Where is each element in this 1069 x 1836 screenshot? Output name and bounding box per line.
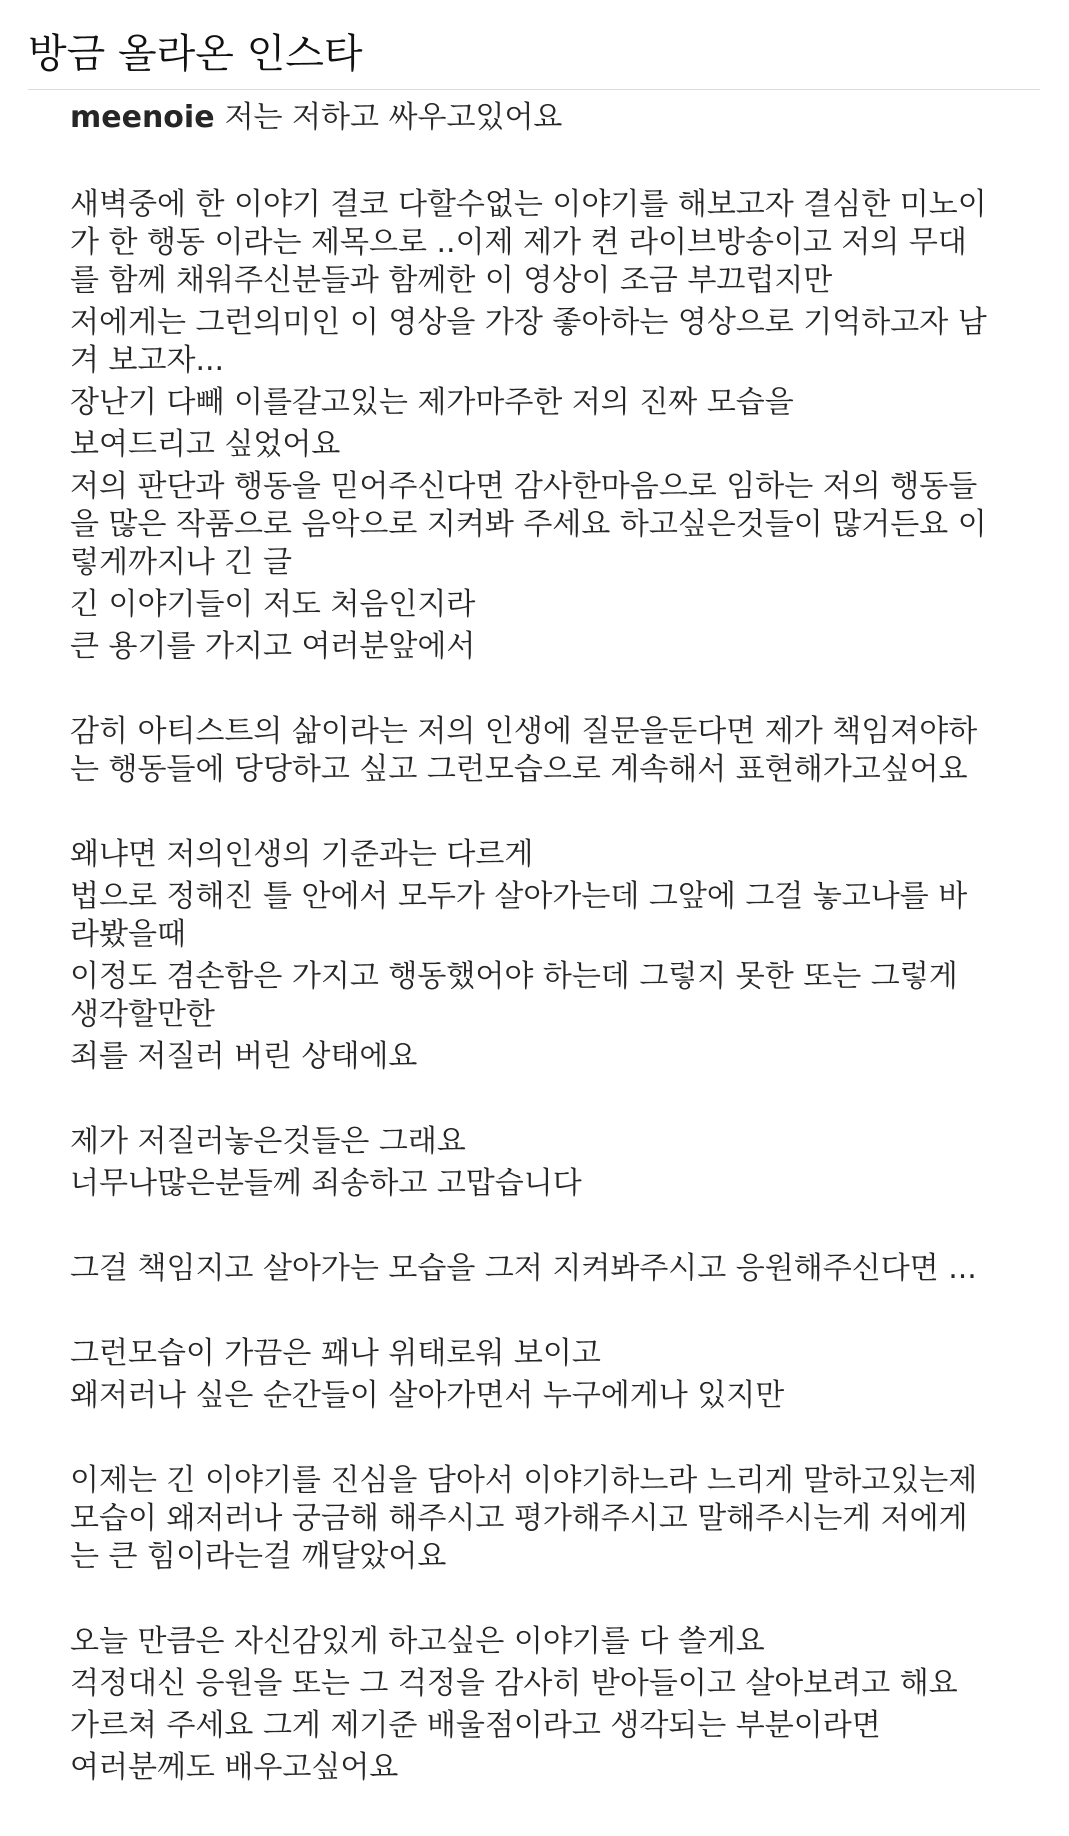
caption-line: 보여드리고 싶었어요: [70, 427, 341, 462]
caption-paragraph: [70, 1749, 1010, 1787]
caption-paragraph: [70, 426, 1010, 464]
title-divider: [28, 89, 1040, 90]
caption-line: 라봤을때: [70, 917, 186, 952]
caption-paragraph: [70, 586, 1010, 624]
caption-line: 이제는 긴 이야기를 진심을 담아서 이야기하느라 느리게 말하고있는제: [70, 1463, 978, 1498]
blank-line: [70, 139, 1010, 182]
caption-paragraph: [70, 384, 1010, 422]
caption-paragraph: [70, 878, 1010, 954]
caption-paragraph: [70, 1165, 1010, 1203]
caption-line: 제가 저질러놓은것들은 그래요: [70, 1124, 466, 1159]
blank-line: [70, 1576, 1010, 1619]
caption-line: 새벽중에 한 이야기 결코 다할수없는 이야기를 해보고자 결심한 미노이: [70, 187, 987, 222]
blank-line: [70, 666, 1010, 709]
caption-paragraph: [70, 468, 1010, 582]
blank-line: [70, 1076, 1010, 1119]
caption-paragraph: [70, 713, 1010, 789]
caption-paragraph: [70, 958, 1010, 1034]
caption-line: 는 큰 힘이라는걸 깨달았어요: [70, 1539, 447, 1574]
caption-line: 장난기 다빼 이를갈고있는 제가마주한 저의 진짜 모습을: [70, 385, 794, 420]
caption-line: 여러분께도 배우고싶어요: [70, 1750, 399, 1785]
caption-paragraph: [70, 1462, 1010, 1576]
caption-paragraph: [70, 1665, 1010, 1703]
caption-paragraph: [70, 304, 1010, 380]
caption-paragraph: [70, 628, 1010, 666]
caption-line: 저에게는 그런의미인 이 영상을 가장 좋아하는 영상으로 기억하고자 남: [70, 305, 987, 340]
caption-first-text: 저는 저하고 싸우고있어요: [224, 100, 563, 135]
caption-line: 가르쳐 주세요 그게 제기준 배울점이라고 생각되는 부분이라면: [70, 1708, 881, 1743]
caption-first-line: [70, 97, 1010, 139]
caption-line: 를 함께 채워주신분들과 함께한 이 영상이 조금 부끄럽지만: [70, 263, 833, 298]
caption-line: 그런모습이 가끔은 꽤나 위태로워 보이고: [70, 1336, 601, 1371]
caption-paragraph: [70, 1123, 1010, 1161]
caption-line: 걱정대신 응원을 또는 그 걱정을 감사히 받아들이고 살아보려고 해요: [70, 1666, 958, 1701]
caption-line: 생각할만한: [70, 997, 215, 1032]
caption-paragraph: [70, 1377, 1010, 1415]
caption-line: 감히 아티스트의 삶이라는 저의 인생에 질문을둔다면 제가 책임져야하: [70, 714, 978, 749]
blank-line: [70, 1415, 1010, 1458]
post-caption: [70, 97, 1010, 1787]
caption-line: 는 행동들에 당당하고 싶고 그런모습으로 계속해서 표현해가고싶어요: [70, 752, 968, 787]
caption-line: 죄를 저질러 버린 상태에요: [70, 1039, 418, 1074]
blank-line: [70, 1288, 1010, 1331]
username-link[interactable]: meenoie: [70, 100, 215, 135]
caption-line: 을 많은 작품으로 음악으로 지켜봐 주세요 하고싶은것들이 많거든요 이: [70, 507, 987, 542]
caption-paragraph: [70, 1623, 1010, 1661]
caption-line: 왜냐면 저의인생의 기준과는 다르게: [70, 837, 534, 872]
caption-line: 왜저러나 싶은 순간들이 살아가면서 누구에게나 있지만: [70, 1378, 785, 1413]
page-title: 방금 올라온 인스타: [28, 31, 363, 77]
blank-line: [70, 789, 1010, 832]
caption-line: 오늘 만큼은 자신감있게 하고싶은 이야기를 다 쓸게요: [70, 1624, 765, 1659]
caption-line: 모습이 왜저러나 궁금해 해주시고 평가해주시고 말해주시는게 저에게: [70, 1501, 968, 1536]
caption-line: 가 한 행동 이라는 제목으로 ..이제 제가 켠 라이브방송이고 저의 무대: [70, 225, 967, 260]
caption-paragraph: [70, 1335, 1010, 1373]
caption-paragraph: [70, 1250, 1010, 1288]
blank-line: [70, 1203, 1010, 1246]
caption-paragraph: [70, 836, 1010, 874]
caption-line: 렇게까지나 긴 글: [70, 545, 292, 580]
caption-line: 긴 이야기들이 저도 처음인지라: [70, 587, 476, 622]
caption-paragraph: [70, 1707, 1010, 1745]
caption-line: 법으로 정해진 틀 안에서 모두가 살아가는데 그앞에 그걸 놓고나를 바: [70, 879, 968, 914]
caption-line: 그걸 책임지고 살아가는 모습을 그저 지켜봐주시고 응원해주신다면 ...: [70, 1251, 977, 1286]
caption-paragraph: [70, 1038, 1010, 1076]
caption-line: 이정도 겸손함은 가지고 행동했어야 하는데 그렇지 못한 또는 그렇게: [70, 959, 958, 994]
caption-paragraph: [70, 186, 1010, 300]
caption-line: 너무나많은분들께 죄송하고 고맙습니다: [70, 1166, 582, 1201]
caption-line: 저의 판단과 행동을 믿어주신다면 감사한마음으로 임하는 저의 행동들: [70, 469, 978, 504]
caption-body: [70, 139, 1010, 1787]
caption-line: 겨 보고자...: [70, 343, 225, 378]
caption-line: 큰 용기를 가지고 여러분앞에서: [70, 629, 476, 664]
